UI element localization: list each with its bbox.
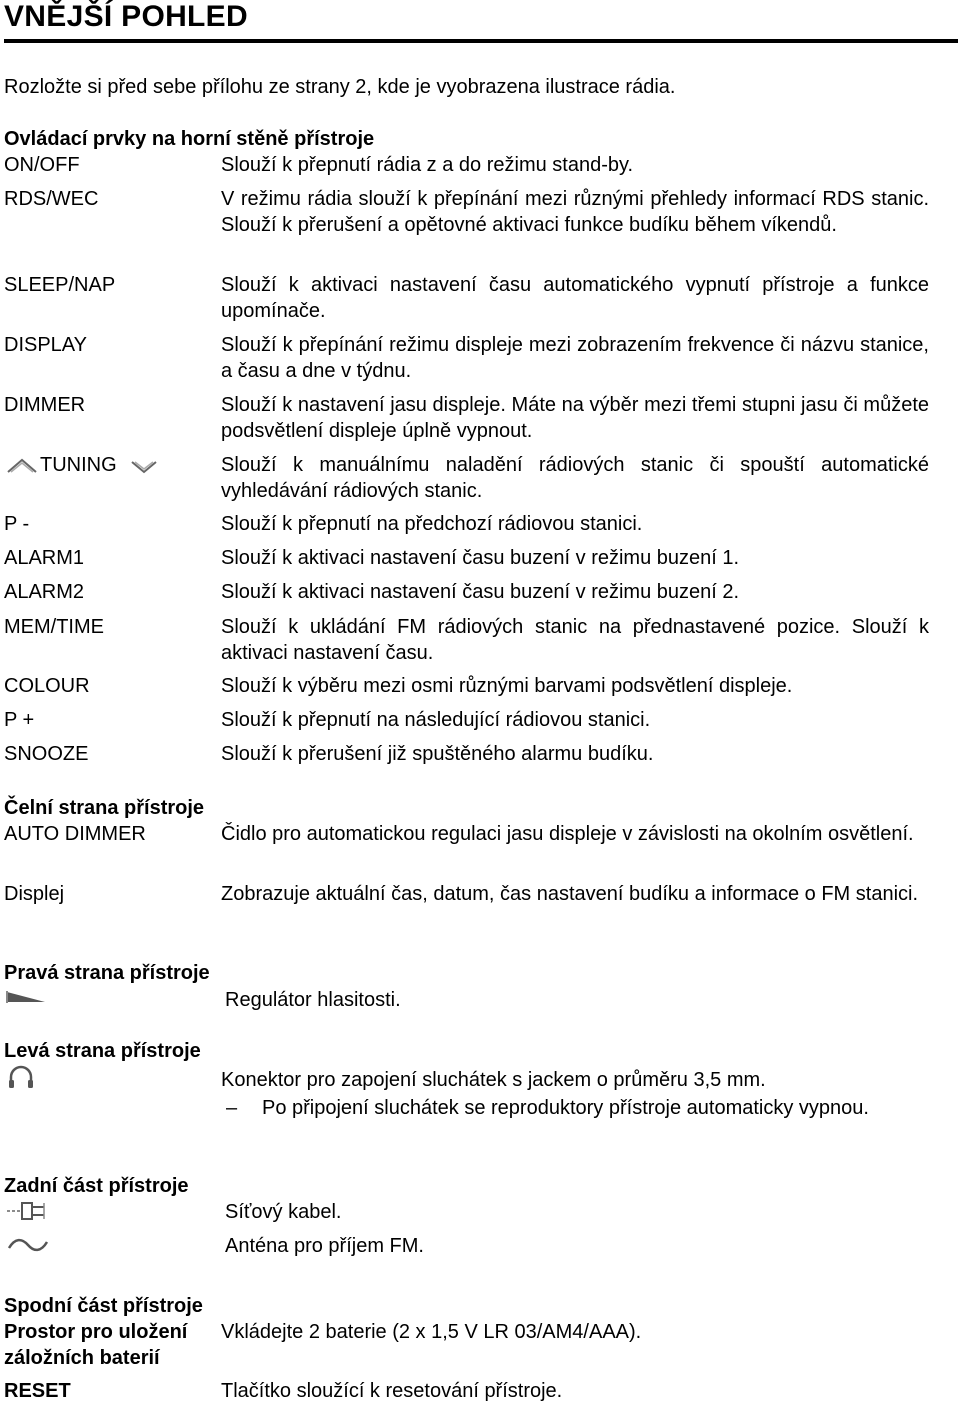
control-desc-snooze: Slouží k přerušení již spuštěného alarmu budíku. <box>221 743 654 765</box>
front-desc-auto-dimmer: Čidlo pro automatickou regulaci jasu displeje v závislosti na okolním osvětlení. <box>221 823 914 845</box>
right-desc-volume: Regulátor hlasitosti. <box>225 989 401 1011</box>
bottom-label-battery: Prostor pro uložení záložních baterií <box>4 1321 188 1369</box>
back-desc-fm-antenna: Anténa pro příjem FM. <box>225 1235 424 1257</box>
back-desc-power-cable: Síťový kabel. <box>225 1201 342 1223</box>
bottom-desc-reset: Tlačítko sloužící k resetování přístroje. <box>221 1380 563 1402</box>
control-label-colour: COLOUR <box>4 675 90 697</box>
control-label-mem-time: MEM/TIME <box>4 616 104 638</box>
control-label-snooze: SNOOZE <box>4 743 89 765</box>
control-desc-sleep-nap: Slouží k aktivaci nastavení času automatického vypnutí přístroje a funkce upomínače. <box>221 274 929 322</box>
section-heading-right: Pravá strana přístroje <box>4 962 210 984</box>
control-desc-tuning: Slouží k manuálnímu naladění rádiových stanic či spouští automatické vyhledávání rádiových stanic. <box>221 454 929 502</box>
control-label-onoff: ON/OFF <box>4 154 80 176</box>
control-label-rds-wec: RDS/WEC <box>4 188 99 210</box>
intro-text: Rozložte si před sebe přílohu ze strany 2, kde je vyobrazena ilustrace rádia. <box>4 76 676 98</box>
control-label-sleep-nap: SLEEP/NAP <box>4 274 116 296</box>
section-heading-top: Ovládací prvky na horní stěně přístroje <box>4 128 375 150</box>
section-heading-back: Zadní část přístroje <box>4 1175 189 1197</box>
title-rule <box>4 39 958 43</box>
antenna-wave-icon <box>6 1236 50 1254</box>
volume-wedge-icon <box>6 990 46 1004</box>
section-heading-bottom: Spodní část přístroje <box>4 1295 203 1317</box>
control-desc-rds-wec: V režimu rádia slouží k přepínání mezi různými přehledy informací RDS stanic. Slouží k přerušení a opětovné aktivaci funkce budíku během víkendů. <box>221 188 929 236</box>
bullet-dash: – <box>226 1097 238 1119</box>
bottom-desc-battery: Vkládejte 2 baterie (2 x 1,5 V LR 03/AM4/AAA). <box>221 1321 642 1343</box>
control-label-tuning: TUNING <box>40 454 117 476</box>
control-desc-alarm1: Slouží k aktivaci nastavení času buzení v režimu buzení 1. <box>221 547 740 569</box>
headphones-icon <box>7 1064 35 1090</box>
section-heading-front: Čelní strana přístroje <box>4 797 205 819</box>
tuning-up-icon <box>6 456 38 474</box>
left-desc-headphone-jack: Konektor pro zapojení sluchátek s jackem o průměru 3,5 mm. <box>221 1069 766 1091</box>
control-desc-display: Slouží k přepínání režimu displeje mezi zobrazením frekvence či názvu stanice, a času a dne v týdnu. <box>221 334 929 382</box>
control-desc-onoff: Slouží k přepnutí rádia z a do režimu stand-by. <box>221 154 634 176</box>
control-label-alarm1: ALARM1 <box>4 547 85 569</box>
control-label-display: DISPLAY <box>4 334 87 356</box>
control-desc-alarm2: Slouží k aktivaci nastavení času buzení v režimu buzení 2. <box>221 581 740 603</box>
front-label-auto-dimmer: AUTO DIMMER <box>4 823 146 845</box>
control-desc-p-plus: Slouží k přepnutí na následující rádiovou stanici. <box>221 709 651 731</box>
control-desc-p-minus: Slouží k přepnutí na předchozí rádiovou stanici. <box>221 513 643 535</box>
control-label-p-plus: P + <box>4 709 35 731</box>
front-desc-displej: Zobrazuje aktuální čas, datum, čas nastavení budíku a informace o FM stanici. <box>221 883 919 905</box>
control-label-p-minus: P - <box>4 513 30 535</box>
front-label-displej: Displej <box>4 883 65 905</box>
control-label-alarm2: ALARM2 <box>4 581 85 603</box>
tuning-down-icon <box>130 460 158 474</box>
control-label-dimmer: DIMMER <box>4 394 86 416</box>
control-desc-mem-time: Slouží k ukládání FM rádiových stanic na přednastavené pozice. Slouží k aktivaci nastavení času. <box>221 616 929 664</box>
bottom-label-reset: RESET <box>4 1380 71 1402</box>
section-heading-left: Levá strana přístroje <box>4 1040 201 1062</box>
power-plug-icon <box>6 1200 52 1222</box>
control-desc-colour: Slouží k výběru mezi osmi různými barvami podsvětlení displeje. <box>221 675 793 697</box>
left-bullet-text: Po připojení sluchátek se reproduktory přístroje automaticky vypnou. <box>262 1097 869 1119</box>
page-title: VNĚJŠÍ POHLED <box>4 0 248 33</box>
control-desc-dimmer: Slouží k nastavení jasu displeje. Máte na výběr mezi třemi stupni jasu či můžete podsvětlení displeje úplně vypnout. <box>221 394 929 442</box>
